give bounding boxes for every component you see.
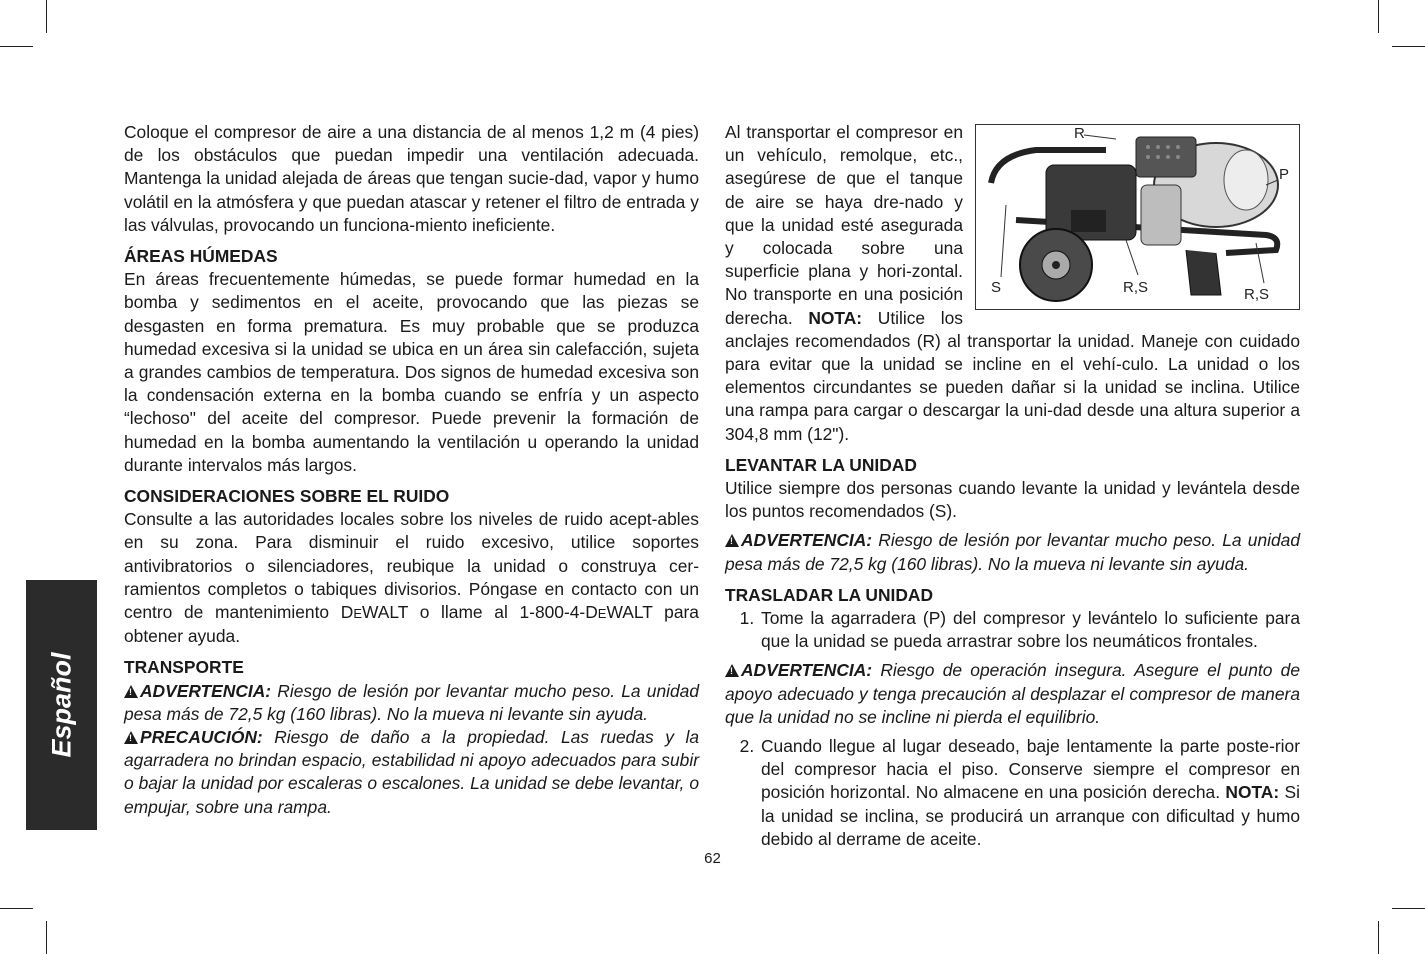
crop-mark — [1378, 0, 1379, 33]
dewalt-small-e: E — [353, 606, 362, 622]
crop-mark — [0, 46, 33, 47]
ruido-text-b: WALT o llame al 1-800-4-D — [361, 602, 598, 623]
warning-icon — [124, 731, 138, 744]
ruido-text-c: WALT para obtener ayuda. — [124, 602, 699, 647]
nota-label: NOTA: — [808, 307, 863, 328]
trasladar-steps — [725, 607, 1300, 653]
trasladar-steps-cont — [725, 735, 1300, 851]
warning-text: Riesgo de lesión por levantar mucho peso. La unidad pesa más de 72,5 kg (160 libras). No la mueva ni levante sin ayuda. — [124, 680, 699, 724]
warning-text: Riesgo de operación insegura. Asegure el punto de apoyo adecuado y tenga precaución al desplazar el compresor de manera que la unidad no se incline ni pierda el equilibrio. — [725, 660, 1300, 727]
crop-mark — [46, 0, 47, 33]
heading-ruido: CONSIDERACIONES SOBRE EL RUIDO — [124, 486, 450, 507]
figure-label-rs: R,S — [1123, 279, 1149, 296]
transport-text: Al transportar el compresor en un vehículo, remolque, etc., asegúrese de que el tanque de aire se haya dre-nado y que la unidad esté asegurada y colocada sobre una superficie plana y hori-zontal. No transporte en una posición derecha. — [725, 122, 963, 328]
step-2-text-cont: Si la unidad se inclina, se producirá un arranque con dificultad y humo debido al derrame de aceite. — [761, 782, 1300, 849]
heading-trasladar: TRASLADAR LA UNIDAD — [725, 584, 934, 605]
warning-lifting-right — [725, 529, 1300, 575]
step-2 — [759, 735, 1300, 851]
dewalt-small-e: E — [597, 606, 607, 622]
figure-label-p: P — [1279, 166, 1290, 183]
ruido-paragraph — [124, 508, 699, 648]
crop-mark — [0, 908, 33, 909]
ruido-text-a: Consulte a las autoridades locales sobre los niveles de ruido acept-ables en su zona. Para disminuir el ruido excesivo, utilice soportes antivibratorios o silenciadores, reubique la unidad o construya cer-ramientos completos o tabiques divisorios. Póngase en contacto con un centro de mantenimiento D — [124, 509, 699, 623]
warning-icon — [124, 685, 138, 698]
warning-label: ADVERTENCIA: — [741, 660, 873, 681]
step-1: 1. Tome la agarradera (P) del compresor y levántelo lo suficiente para que la unidad se pueda arrastrar sobre los neumáticos frontales. — [759, 607, 1300, 653]
crop-mark — [1378, 921, 1379, 954]
levantar-paragraph: Utilice siempre dos personas cuando levante la unidad y levántela desde los puntos recomendados (S). — [725, 478, 1300, 522]
warning-icon — [725, 534, 739, 547]
caution-label: PRECAUCIÓN: — [140, 727, 263, 748]
heading-transporte: TRANSPORTE — [124, 657, 244, 678]
compressor-figure — [975, 124, 1300, 310]
warning-text: Riesgo de lesión por levantar mucho peso. La unidad pesa más de 72,5 kg (160 libras). No la mueva ni levante sin ayuda. — [725, 530, 1300, 574]
nota-label: NOTA: — [1225, 782, 1280, 803]
caution-text: Riesgo de daño a la propiedad. Las ruedas y la agarradera no brindan espacio, estabilidad ni apoyo adecuados para subir o bajar la unidad por escaleras o escalones. La unidad se debe levantar, o empujar, sobre una rampa. — [124, 727, 699, 817]
areas-humedas-paragraph: En áreas frecuentemente húmedas, se puede formar humedad en la bomba y sedimentos en el aceite, provocando que las piezas se desgasten en forma prematura. Es muy probable que se produzca humedad excesiva si la unidad se ubica en un área sin calefacción, sujeta a grandes cambios de temperatura. Dos signos de humedad excesiva son la condensación externa en la bomba cuando se enfría y un aspecto “lechoso" del aceite del compresor. Puede prevenir la formación de humedad en la bomba aumentando la ventilación u operando la unidad durante intervalos más largos. — [124, 269, 699, 475]
warning-icon — [725, 664, 739, 677]
right-column — [725, 121, 1300, 851]
language-tab — [26, 580, 97, 830]
ventilation-paragraph: Coloque el compresor de aire a una distancia de al menos 1,2 m (4 pies) de los obstáculos que puedan impedir una ventilación adecuada. Mantenga la unidad alejada de áreas que tengan sucie-dad, vapor y humo volátil en la atmósfera y que puedan atascar y retener el filtro de entrada y las válvulas, provocando un funciona-miento ineficiente. — [124, 122, 699, 235]
page-number: 62 — [704, 850, 721, 867]
left-column — [124, 121, 699, 819]
figure-label-s: S — [991, 279, 1002, 296]
heading-levantar: LEVANTAR LA UNIDAD — [725, 454, 917, 475]
figure-label-rs: R,S — [1244, 286, 1270, 303]
crop-mark — [46, 921, 47, 954]
language-tab-label: Español — [46, 652, 76, 758]
transport-text-cont: Utilice los anclajes recomendados (R) al transportar la unidad. Maneje con cuidado para evitar que la unidad se incline en el vehí-culo. La unidad o los elementos circundantes se pueden dañar si la unidad se inclina. Utilice una rampa para cargar o descargar la uni-dad desde una altura superior a 304,8 mm (12"). — [725, 307, 1300, 444]
crop-mark — [1392, 908, 1425, 909]
warning-lifting — [124, 680, 699, 726]
warning-label: ADVERTENCIA: — [741, 530, 873, 551]
caution-property — [124, 726, 699, 819]
step-2-text: Cuando llegue al lugar deseado, baje lentamente la parte poste-rior del compresor hacia el piso. Conserve siempre el compresor en posición horizontal. No almacene en una posición derecha. — [761, 736, 1300, 803]
warning-operation — [725, 659, 1300, 729]
warning-label: ADVERTENCIA: — [140, 680, 272, 701]
crop-mark — [1392, 46, 1425, 47]
heading-areas-humedas: ÁREAS HÚMEDAS — [124, 246, 278, 267]
figure-label-r: R — [1074, 125, 1085, 142]
